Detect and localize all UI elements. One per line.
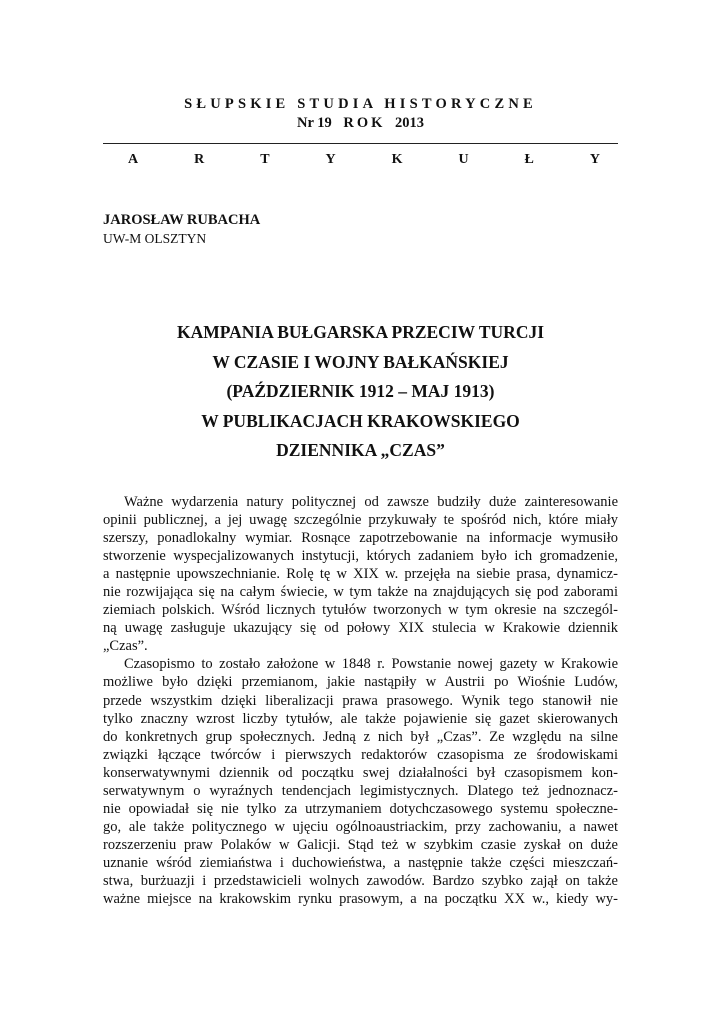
text-line: ziemiach polskich. Wśród licznych tytułów tworzonych w tym okresie na szczegól- xyxy=(103,602,618,619)
section-letter: Y xyxy=(325,152,336,167)
text-line: rozszerzeniu praw Polaków w Galicji. Stąd też w szybkim czasie zyskał on duże xyxy=(103,836,618,853)
text-line: „Czas”. xyxy=(103,638,148,655)
article-body xyxy=(103,493,618,908)
text-line: ną uwagę zasługuje ukazujący się od połowy XIX stulecia w Krakowie dziennik xyxy=(103,620,618,637)
text-line: nie opowiadał się nie tylko za utrzymaniem dotychczasowego systemu społeczne- xyxy=(103,800,618,817)
text-line: opinii publicznej, a jej uwagę szczególnie przykuwały te spośród nich, które miały xyxy=(103,512,618,529)
text-line: serwatywnym o wyraźnych tendencjach legimistycznych. Dlatego też jednoznacz- xyxy=(103,782,618,799)
text-line: Czasopismo to zostało założone w 1848 r. Powstanie nowej gazety w Krakowie xyxy=(124,656,618,673)
text-line: a następnie upowszechnianie. Rolę tę w XIX w. przejęła na siebie prasa, dynamicz- xyxy=(103,566,618,583)
section-letter: Ł xyxy=(524,152,534,167)
section-letter: A xyxy=(128,152,139,167)
article-title-line: (PAŹDZIERNIK 1912 – MAJ 1913) xyxy=(226,381,495,401)
paragraph xyxy=(103,493,618,655)
text-line: do konkretnych grup społecznych. Jedną z nich był „Czas”. Ze względu na silne xyxy=(103,728,618,745)
author-name: JAROSŁAW RUBACHA xyxy=(103,212,261,228)
issue-line xyxy=(0,115,721,132)
author-affiliation: UW-M OLSZTYN xyxy=(103,231,207,246)
text-line: tylko znaczny wzrost liczby tytułów, ale także pojawienie się gazet skierowanych xyxy=(103,710,618,727)
text-line: stwa, burżuazji i przedstawicieli wolnych zawodów. Bardzo szybko zajął on także xyxy=(103,872,618,889)
article-title-line: DZIENNIKA „CZAS” xyxy=(276,440,445,460)
issue-rok-label: ROK xyxy=(343,115,386,131)
text-line: Ważne wydarzenia natury politycznej od zawsze budziły duże zainteresowanie xyxy=(124,494,618,510)
issue-number: Nr 19 xyxy=(296,115,332,131)
issue-year: 2013 xyxy=(395,115,425,131)
header-divider xyxy=(103,143,618,144)
text-line: przede wszystkim dzięki liberalizacji prawa prasowego. Wynik tego stanowił nie xyxy=(103,692,618,709)
section-letter: R xyxy=(194,152,205,167)
text-line: ważne miejsce na krakowskim rynku prasowym, a na początku XX w., kiedy wy- xyxy=(103,891,618,908)
text-line: konserwatywnymi dziennik od początku swej działalności był czasopismem kon- xyxy=(103,764,618,781)
text-line: związki łączące twórców i pierwszych redaktorów czasopisma ze środowiskami xyxy=(103,746,618,763)
section-label-artykuly xyxy=(128,152,600,168)
article-title-line: W PUBLIKACJACH KRAKOWSKIEGO xyxy=(201,410,520,431)
article-title-line: KAMPANIA BUŁGARSKA PRZECIW TURCJI xyxy=(176,322,545,342)
section-letter: T xyxy=(260,152,270,167)
text-line: możliwe było dzięki przemianom, jakie nastąpiły w Austrii po Wiośnie Ludów, xyxy=(103,674,618,691)
section-letter: Y xyxy=(589,152,600,167)
article-title-line: W CZASIE I WOJNY BAŁKAŃSKIEJ xyxy=(212,351,509,372)
article-title xyxy=(103,318,618,466)
paragraph xyxy=(103,655,618,908)
text-line: nie rozwijająca się na całym świecie, w tym także na znajdujących się pod zaborami xyxy=(103,584,618,601)
section-letter: K xyxy=(391,152,403,167)
text-line: stworzenie wyspecjalizowanych instytucji, których zadaniem było ich gromadzenie, xyxy=(103,548,618,565)
text-line: uznanie wśród ziemiaństwa i duchowieństwa, a następnie także części mieszczań- xyxy=(103,854,618,871)
section-letter: U xyxy=(458,152,469,167)
text-line: szerszy, ponadlokalny wymiar. Rosnące zapotrzebowanie na informacje wymusiło xyxy=(103,530,618,547)
journal-title: SŁUPSKIE STUDIA HISTORYCZNE xyxy=(184,96,537,112)
text-line: go, ale także politycznego w ujęciu ogólnoaustriackim, przy zachowaniu, a nawet xyxy=(103,818,618,835)
